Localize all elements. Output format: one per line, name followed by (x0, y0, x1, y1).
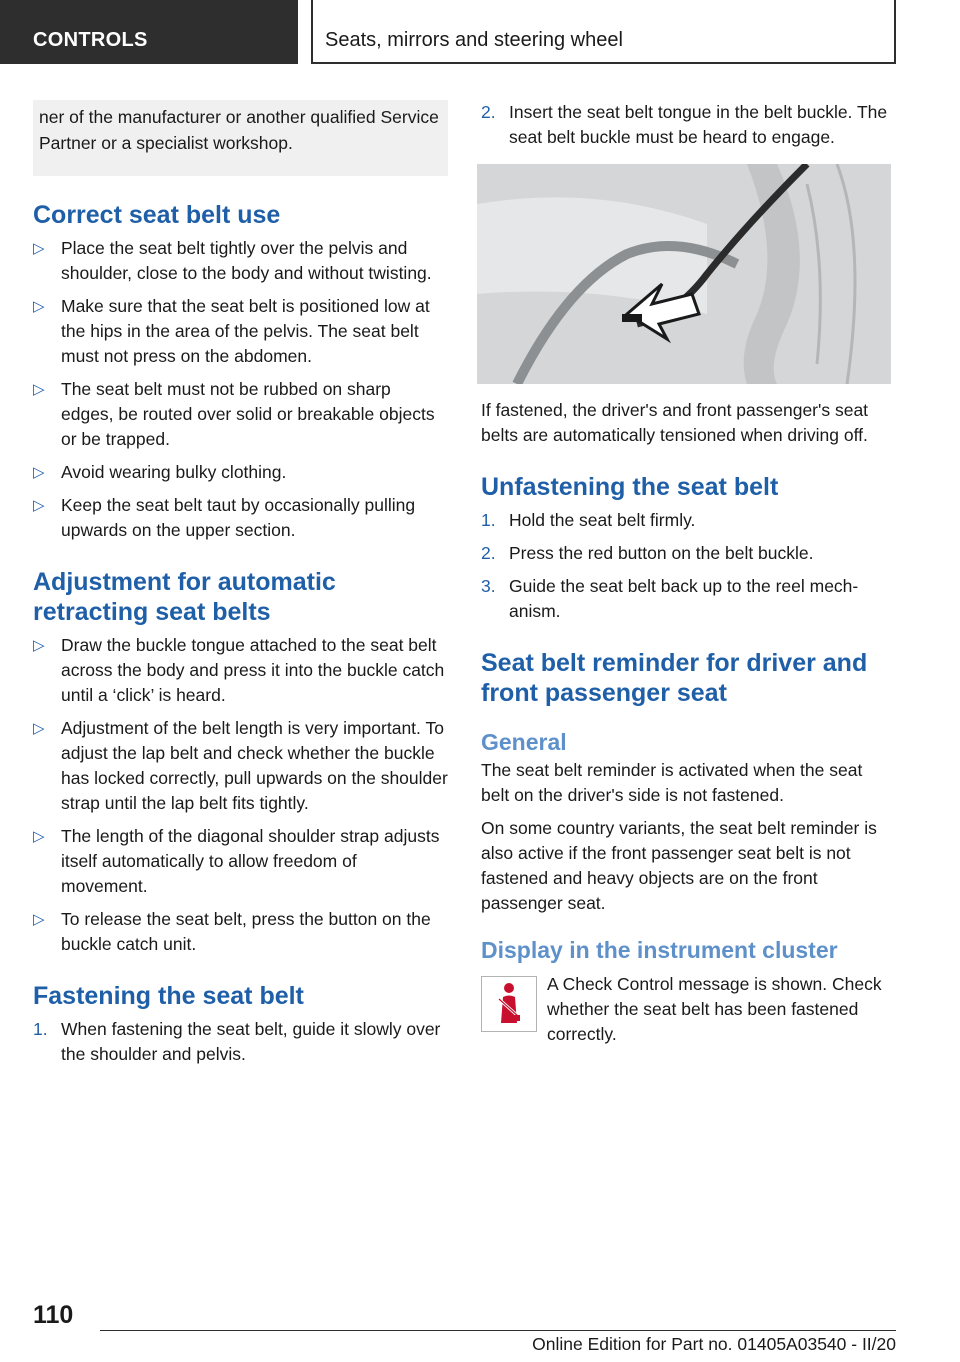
triangle-right-icon: ▷ (33, 464, 45, 481)
heading-unfastening: Unfastening the seat belt (481, 473, 779, 501)
heading-fastening: Fastening the seat belt (33, 982, 304, 1010)
triangle-right-icon: ▷ (33, 381, 45, 398)
adjustment-list (33, 633, 448, 957)
check-control-row (481, 972, 895, 1047)
heading-seat-belt-reminder: Seat belt reminder for driver and front passenger seat (481, 649, 868, 707)
list-item: 2. Press the red button on the belt buckle. (481, 543, 814, 563)
note-text: ner of the manufacturer or another qualified Service Partner or a specialist workshop. (39, 107, 439, 153)
general-paragraph-2: On some country variants, the seat belt reminder is also active if the front passenger seat belt is not fastened and heavy objects are on the front passenger seat. (481, 818, 877, 913)
list-item: 1. When fastening the seat belt, guide it slowly over the shoulder and pelvis. (33, 1019, 441, 1064)
check-control-text: A Check Control message is shown. Check whether the seat belt has been fastened correctly. (547, 974, 882, 1044)
triangle-right-icon: ▷ (33, 637, 45, 654)
seat-belt-buckle-photo (477, 164, 891, 384)
list-item: 2. Insert the seat belt tongue in the belt buckle. The seat belt buckle must be heard to engage. (481, 102, 888, 147)
unfastening-list (481, 508, 895, 624)
list-item: ▷ Adjustment of the belt length is very important. To adjust the lap belt and check whether the buckle has locked correctly, pull upwards on the shoulder strap until the lap belt fits tightly. (33, 718, 448, 813)
page-number: 110 (33, 1301, 74, 1329)
triangle-right-icon: ▷ (33, 240, 45, 257)
footer-edition: Online Edition for Part no. 01405A03540 - II/20 (532, 1334, 896, 1354)
fastening-list (33, 1017, 448, 1067)
header-chapter-label: Seats, mirrors and steering wheel (325, 29, 623, 51)
header-section-label: CONTROLS (33, 29, 148, 51)
triangle-right-icon: ▷ (33, 828, 45, 845)
tension-paragraph: If fastened, the driver's and front passenger's seat belts are automatically tensioned when driving off. (481, 400, 869, 445)
seatbelt-warning-icon (481, 976, 537, 1032)
list-item: ▷ Avoid wearing bulky clothing. (33, 460, 448, 485)
general-paragraph-1: The seat belt reminder is activated when the seat belt on the driver's side is not fastened. (481, 760, 863, 805)
list-item: 1. Hold the seat belt firmly. (481, 510, 696, 530)
triangle-right-icon: ▷ (33, 720, 45, 737)
triangle-right-icon: ▷ (33, 911, 45, 928)
triangle-right-icon: ▷ (33, 298, 45, 315)
seat-belt-buckle-illustration (477, 164, 891, 384)
header-section-tab (0, 0, 298, 64)
note-box (33, 100, 448, 176)
list-item: ▷ Place the seat belt tightly over the pelvis and shoulder, close to the body and without twisting. (33, 238, 432, 283)
heading-adjustment: Adjustment for automatic retracting seat belts (33, 568, 336, 626)
subheading-display: Display in the instrument cluster (481, 937, 838, 963)
list-item: ▷ Draw the buckle tongue attached to the seat belt across the body and press it into the buckle catch until a ‘click’ is heard. (33, 635, 445, 705)
left-column (33, 100, 448, 1075)
list-item: ▷ The seat belt must not be rubbed on sharp edges, be routed over solid or breakable objects or be trapped. (33, 379, 435, 449)
header-chapter-tab (311, 0, 896, 64)
list-item: ▷ Make sure that the seat belt is positioned low at the hips in the area of the pelvis. The seat belt must not press on the abdomen. (33, 296, 430, 366)
subheading-general: General (481, 729, 567, 755)
list-item: 3. Guide the seat belt back up to the reel mechanism. (481, 576, 859, 621)
list-item: ▷ The length of the diagonal shoulder strap adjusts itself automatically to allow freedom of movement. (33, 826, 440, 896)
footer-rule (100, 1330, 896, 1331)
list-item: ▷ To release the seat belt, press the button on the buckle catch unit. (33, 909, 431, 954)
heading-correct-seat-belt-use: Correct seat belt use (33, 201, 281, 229)
right-column (481, 100, 895, 1047)
list-item: ▷ Keep the seat belt taut by occasionally pulling upwards on the upper section. (33, 495, 416, 540)
correct-use-list (33, 236, 448, 543)
triangle-right-icon: ▷ (33, 497, 45, 514)
fastening-list-continued (481, 100, 895, 150)
